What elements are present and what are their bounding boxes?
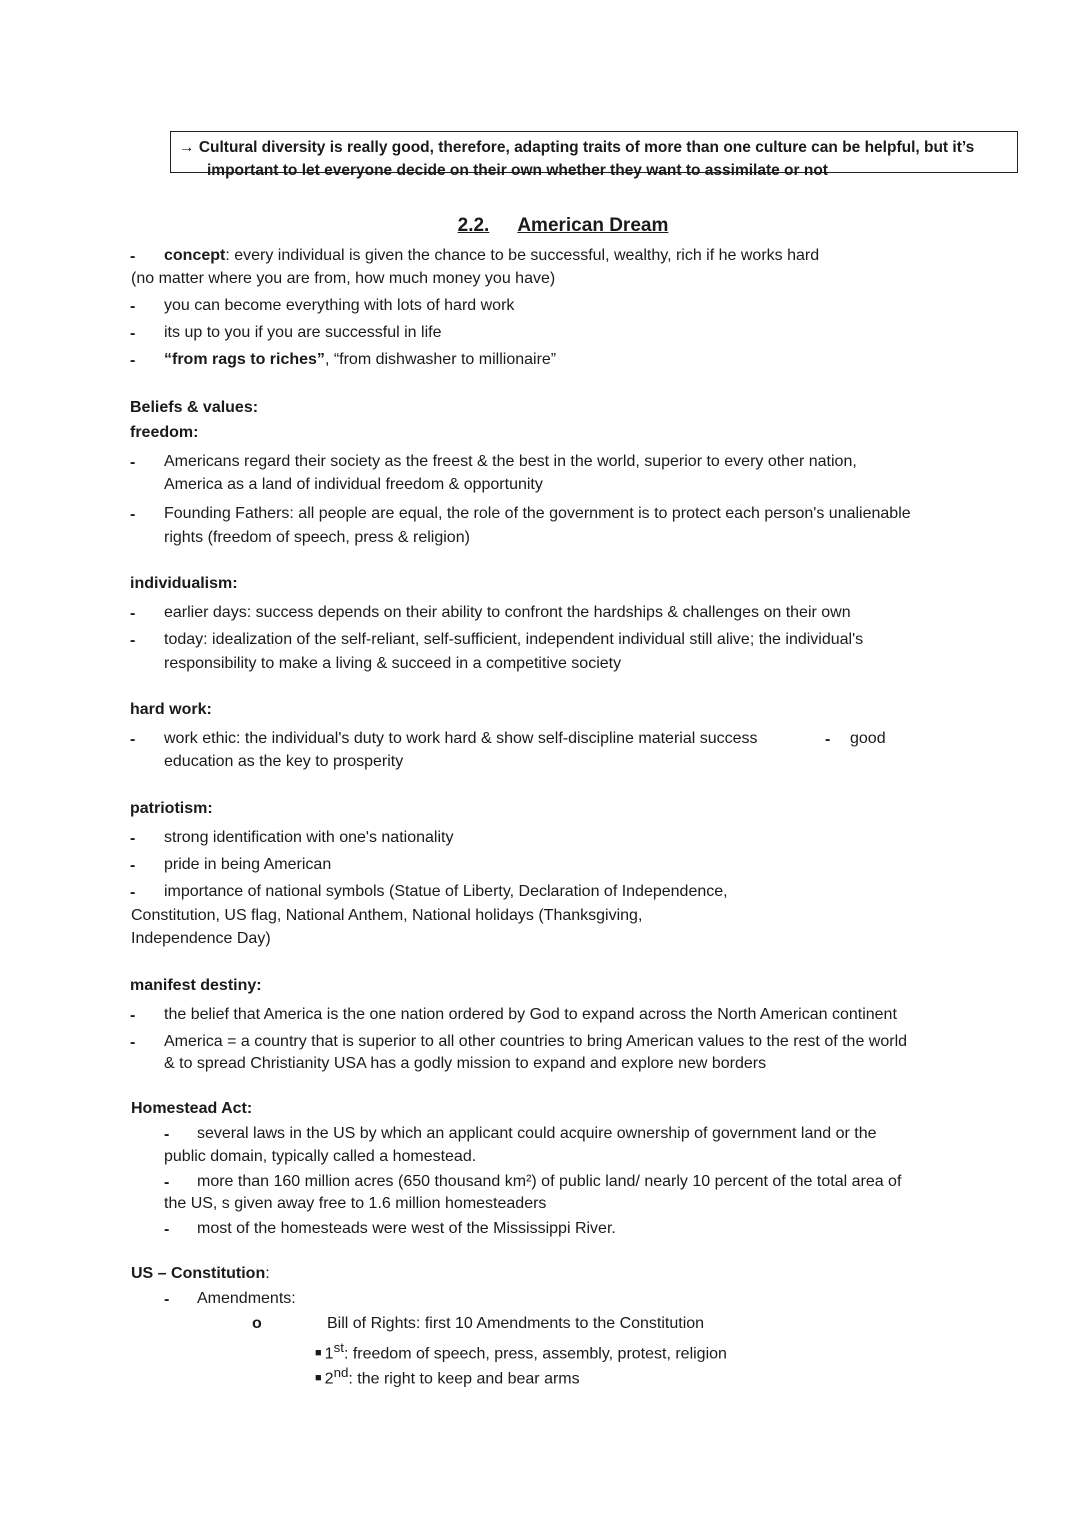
freedom-b2-l2: rights (freedom of speech, press & religion)	[164, 529, 470, 546]
homestead-b1-l1: several laws in the US by which an applicant could acquire ownership of government land or the	[197, 1125, 877, 1142]
section-number: 2.2.	[457, 215, 490, 236]
bullet-dash: -	[130, 605, 136, 622]
concept-bullet-1: you can become everything with lots of hard work	[164, 297, 515, 314]
manifest-b2-l2: & to spread Christianity USA has a godly mission to expand and explore new borders	[164, 1055, 767, 1072]
individualism-b1: earlier days: success depends on their ability to confront the hardships & challenges on their own	[164, 604, 851, 621]
bullet-dash: -	[130, 352, 136, 369]
circle-bullet-icon: o	[252, 1315, 262, 1332]
hard-work-l2: education as the key to prosperity	[164, 753, 404, 770]
section-heading	[0, 212, 1080, 240]
amendments-label: Amendments:	[197, 1290, 296, 1307]
hard-work-right: good	[850, 730, 886, 747]
bullet-dash: -	[164, 1291, 170, 1308]
concept-line-2: (no matter where you are from, how much money you have)	[131, 270, 556, 287]
individualism-b2-l1: today: idealization of the self-reliant, self-sufficient, independent individual still alive; the individual's	[164, 631, 864, 648]
freedom-b2-l1: Founding Fathers: all people are equal, the role of the government is to protect each person's unalienable	[164, 505, 911, 522]
square-bullet-icon: ■	[315, 1347, 322, 1360]
bullet-dash: -	[130, 454, 136, 471]
beliefs-heading: Beliefs & values:	[130, 399, 259, 416]
homestead-b1-l2: public domain, typically called a homestead.	[164, 1148, 477, 1165]
freedom-heading: freedom:	[130, 424, 199, 441]
bullet-dash: -	[164, 1174, 170, 1191]
bullet-dash: -	[130, 506, 136, 523]
bullet-dash: -	[130, 298, 136, 315]
patriotism-heading: patriotism:	[130, 800, 213, 817]
bullet-dash: -	[130, 830, 136, 847]
manifest-b2-l1: America = a country that is superior to all other countries to bring American values to the rest of the world	[164, 1033, 908, 1050]
manifest-heading: manifest destiny:	[130, 977, 262, 994]
amendment-1: ■ 1st: freedom of speech, press, assembly, protest, religion	[315, 1340, 727, 1363]
homestead-b2-l2: the US, s given away free to 1.6 million homesteaders	[164, 1195, 547, 1212]
bullet-dash: -	[164, 1126, 170, 1143]
individualism-b2-l2: responsibility to make a living & succeed in a competitive society	[164, 655, 622, 672]
callout-box	[170, 131, 1018, 180]
patriotism-b3-l1: importance of national symbols (Statue of Liberty, Declaration of Independence,	[164, 883, 728, 900]
patriotism-b2: pride in being American	[164, 856, 332, 873]
concept-bullet-2: its up to you if you are successful in life	[164, 324, 442, 341]
arrow-icon: →	[179, 139, 195, 156]
hard-work-right-dash: -	[825, 731, 831, 748]
concept-line: concept: every individual is given the chance to be successful, wealthy, rich if he works hard	[164, 247, 820, 264]
individualism-heading: individualism:	[130, 575, 238, 592]
constitution-heading: US – Constitution:	[131, 1265, 270, 1282]
bullet-dash: -	[130, 1007, 136, 1024]
amendment-2: ■ 2nd: the right to keep and bear arms	[315, 1365, 580, 1388]
bullet-dash: -	[130, 884, 136, 901]
bullet-dash: -	[130, 632, 136, 649]
hard-work-l1: work ethic: the individual's duty to work hard & show self-discipline material success	[164, 730, 758, 747]
manifest-b1: the belief that America is the one nation ordered by God to expand across the North American continent	[164, 1006, 897, 1023]
callout-line-2: important to let everyone decide on their own whether they want to assimilate or not	[207, 162, 828, 180]
square-bullet-icon: ■	[315, 1372, 322, 1385]
bullet-dash: -	[130, 731, 136, 748]
section-title: American Dream	[517, 215, 669, 236]
patriotism-b3-l2: Constitution, US flag, National Anthem, National holidays (Thanksgiving,	[131, 907, 643, 924]
callout-line-1: → Cultural diversity is really good, therefore, adapting traits of more than one culture can be helpful, but it’s	[179, 139, 975, 156]
freedom-b1-l2: America as a land of individual freedom & opportunity	[164, 476, 543, 493]
patriotism-b1: strong identification with one's nationality	[164, 829, 454, 846]
bullet-dash: -	[164, 1221, 170, 1238]
bullet-dash: -	[130, 325, 136, 342]
homestead-b2-l1: more than 160 million acres (650 thousand km²) of public land/ nearly 10 percent of the total area of	[197, 1173, 902, 1190]
bullet-dash: -	[130, 857, 136, 874]
hard-work-heading: hard work:	[130, 701, 212, 718]
concept-quote: “from rags to riches”, “from dishwasher to millionaire”	[164, 351, 557, 368]
homestead-b3: most of the homesteads were west of the Mississippi River.	[197, 1220, 616, 1237]
freedom-b1-l1: Americans regard their society as the freest & the best in the world, superior to every other nation,	[164, 453, 857, 470]
homestead-heading: Homestead Act:	[131, 1100, 253, 1117]
bill-of-rights: Bill of Rights: first 10 Amendments to the Constitution	[327, 1315, 705, 1332]
patriotism-b3-l3: Independence Day)	[131, 930, 271, 947]
bullet-dash: -	[130, 1034, 136, 1051]
bullet-dash: -	[130, 248, 136, 265]
